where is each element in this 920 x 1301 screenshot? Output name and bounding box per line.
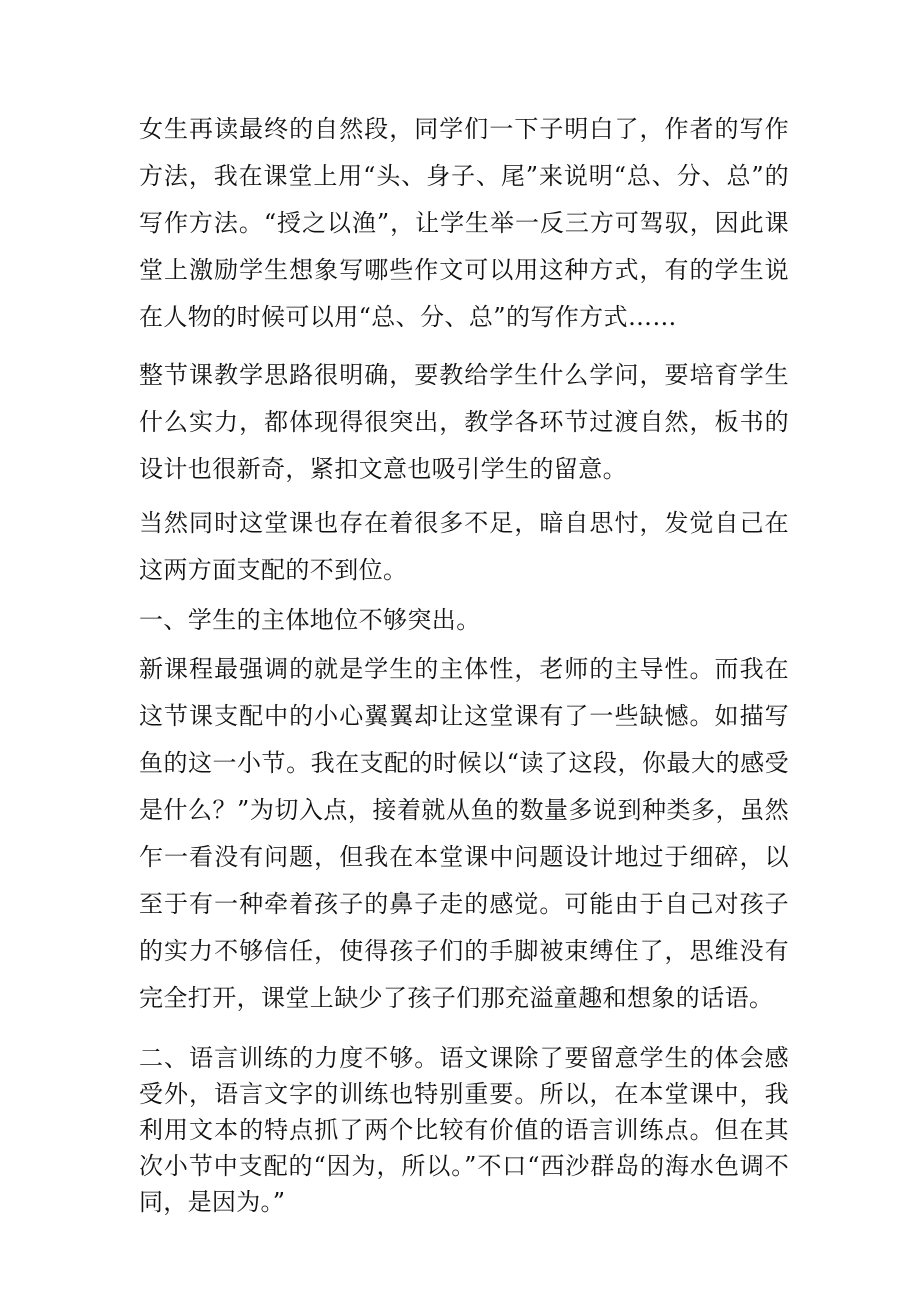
section-heading-1 bbox=[139, 597, 789, 644]
heading-text: 一、学生的主体地位不够突出。 bbox=[139, 606, 481, 634]
paragraph-text: 女生再读最终的自然段，同学们一下子明白了，作者的写作方法，我在课堂上用“头、身子、尾”来说明“总、分、总”的写作方法。“授之以渔”，让学生举一反三方可驾驭，因此课堂上激励学生想象写哪些作文可以用这种方式，有的学生说在人物的时候可以用“总、分、总”的写作方式…… bbox=[139, 115, 789, 331]
paragraph-shortcomings bbox=[139, 500, 789, 594]
paragraph-student-subject bbox=[139, 646, 789, 1022]
paragraph-text: 新课程最强调的就是学生的主体性，老师的主导性。而我在这节课支配中的小心翼翼却让这堂课有了一些缺憾。如描写鱼的这一小节。我在支配的时候以“读了这段，你最大的感受是什么？”为切入点，接着就从鱼的数量多说到种类多，虽然乍一看没有问题，但我在本堂课中问题设计地过于细碎，以至于有一种牵着孩子的鼻子走的感觉。可能由于自己对孩子的实力不够信任，使得孩子们的手脚被束缚住了，思维没有完全打开，课堂上缺少了孩子们那充溢童趣和想象的话语。 bbox=[139, 655, 789, 1012]
paragraph-writing-method bbox=[139, 106, 789, 341]
paragraph-lesson-summary bbox=[139, 352, 789, 493]
paragraph-language-training bbox=[139, 1040, 789, 1220]
paragraph-text: 当然同时这堂课也存在着很多不足，暗自思忖，发觉自己在这两方面支配的不到位。 bbox=[139, 509, 789, 584]
paragraph-text: 整节课教学思路很明确，要教给学生什么学问，要培育学生什么实力，都体现得很突出，教学各环节过渡自然，板书的设计也很新奇，紧扣文意也吸引学生的留意。 bbox=[139, 361, 789, 483]
paragraph-text: 二、语言训练的力度不够。语文课除了要留意学生的体会感受外，语言文字的训练也特别重要。所以，在本堂课中，我利用文本的特点抓了两个比较有价值的语言训练点。但在其次小节中支配的“因为，所以。”不口“西沙群岛的海水色调不同，是因为。” bbox=[139, 1044, 789, 1216]
